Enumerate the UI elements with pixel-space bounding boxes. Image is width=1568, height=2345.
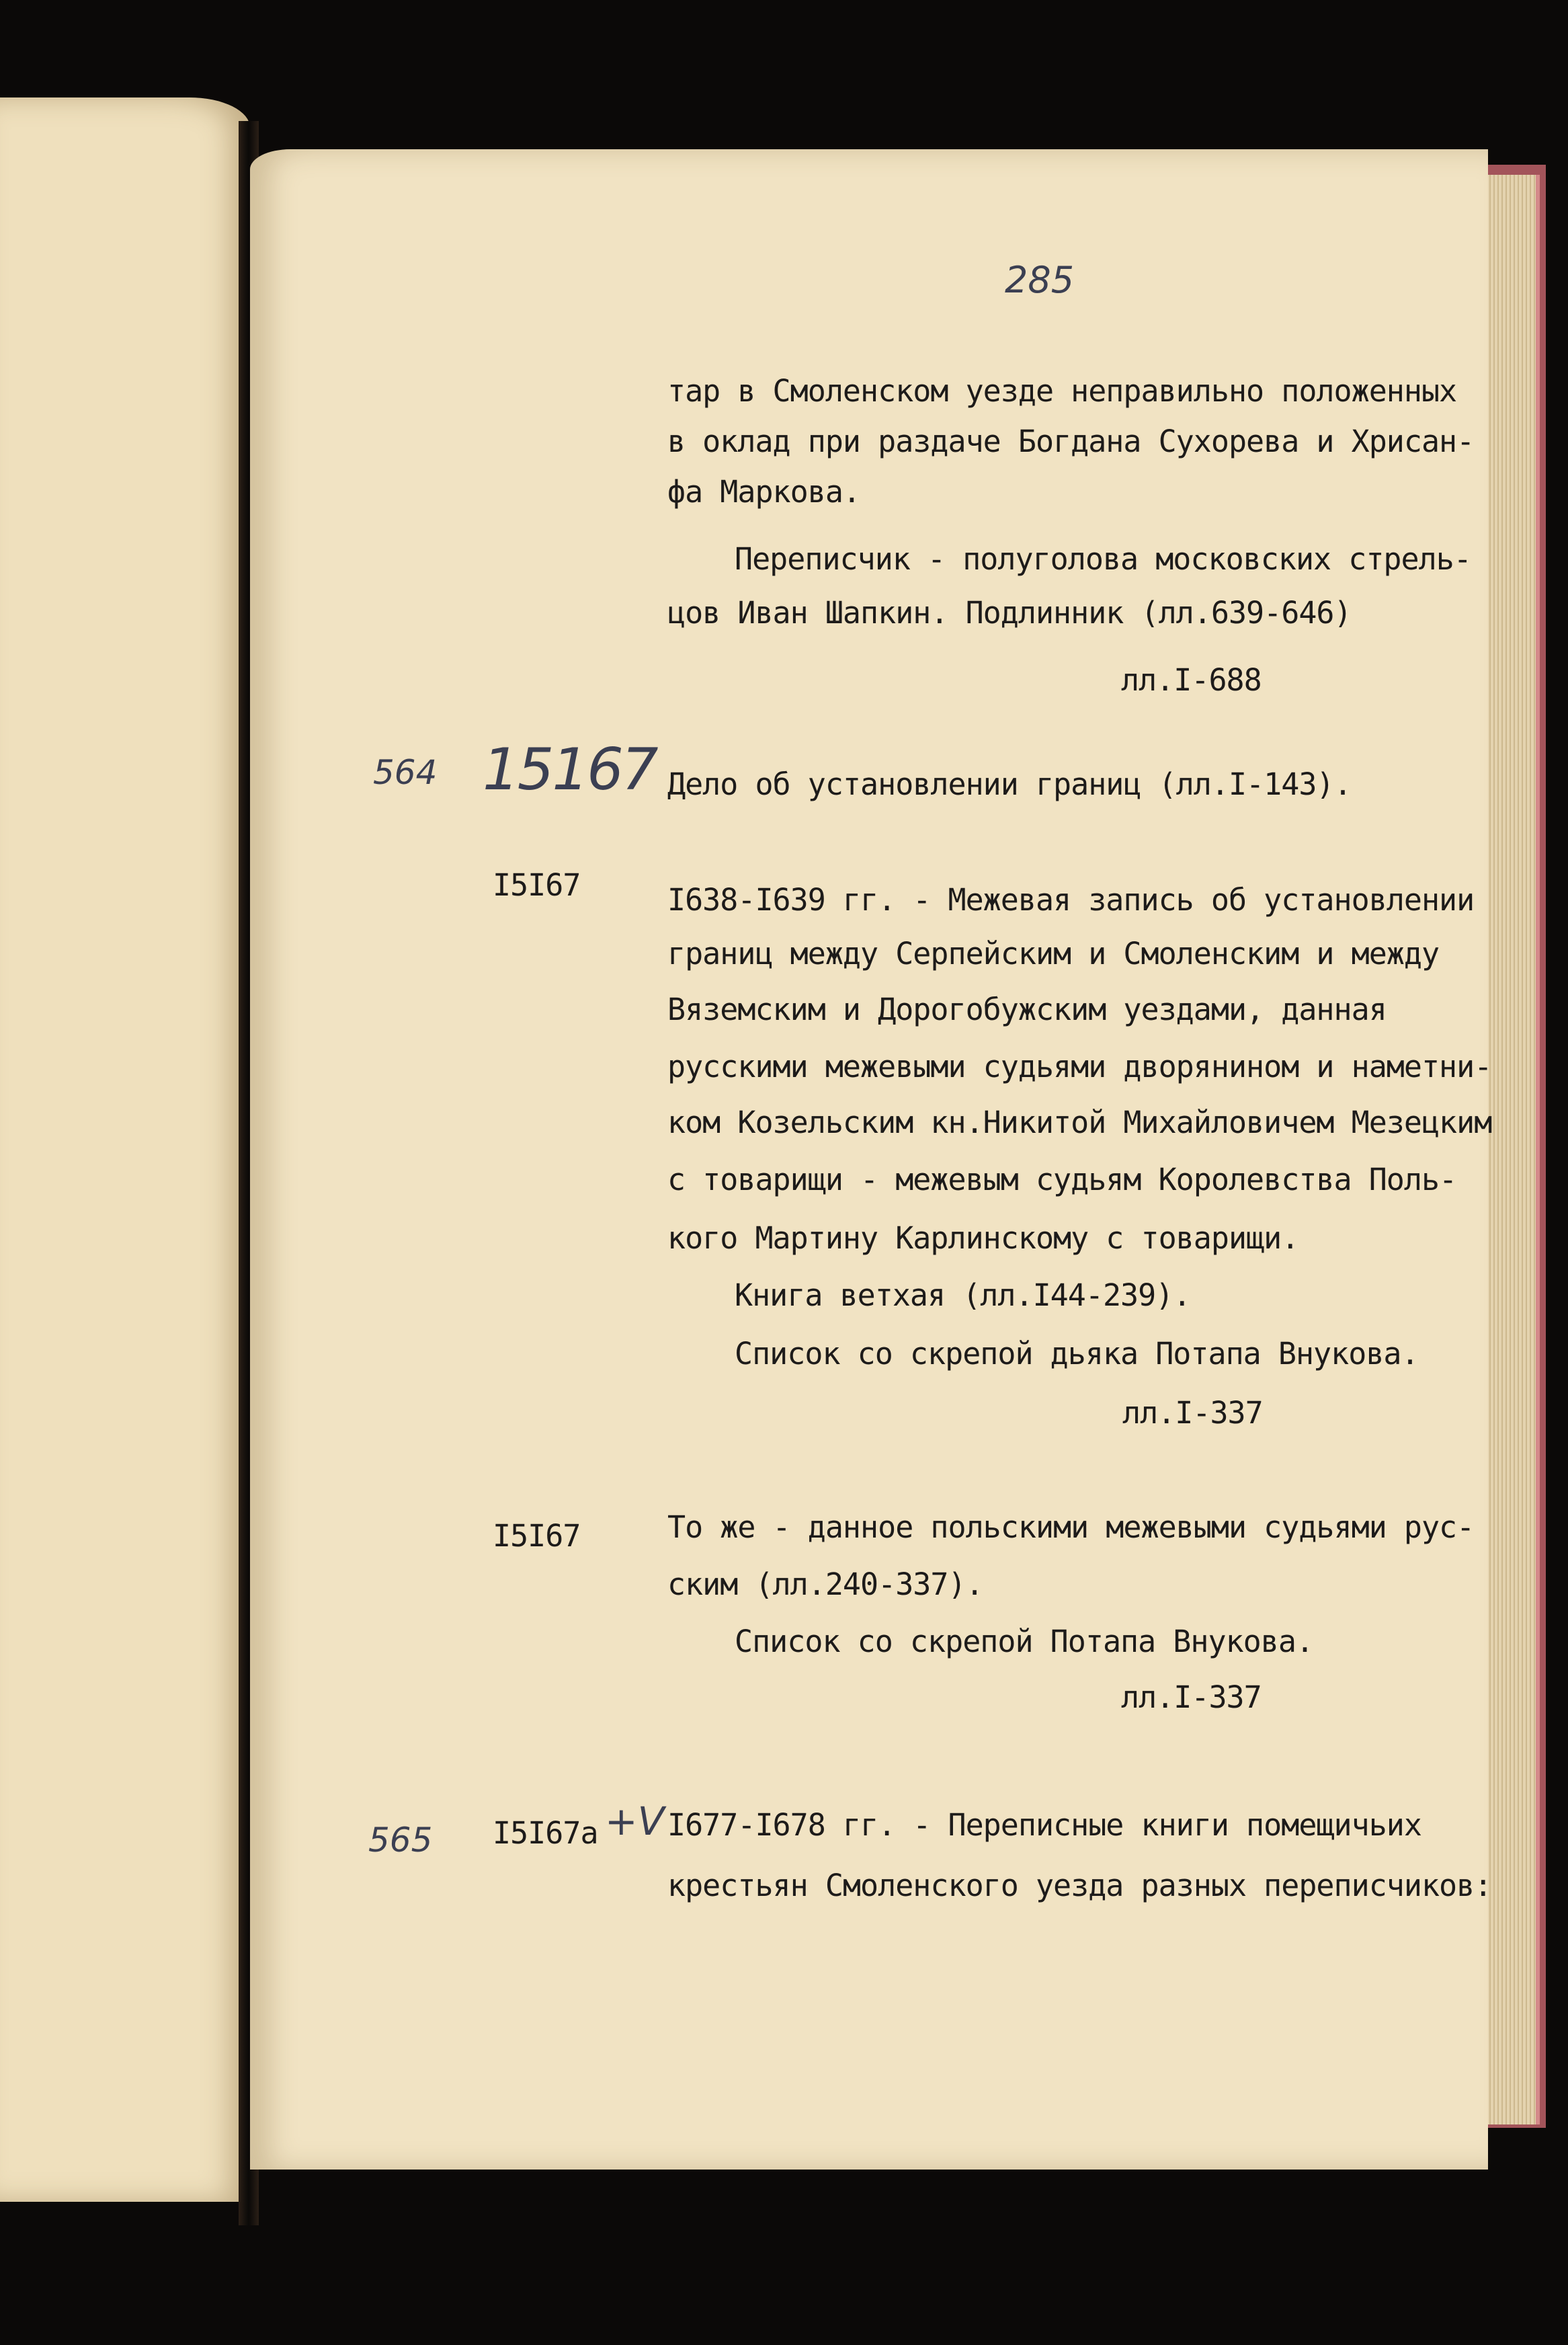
text-line: Книга ветхая (лл.I44-239).	[735, 1277, 1191, 1313]
handwritten-id: 15167	[483, 736, 657, 803]
text-line: фа Маркова.	[667, 474, 861, 510]
entry-heading: Дело об установлении границ (лл.I-143).	[667, 766, 1352, 802]
page-number: 285	[1005, 259, 1075, 301]
folio-count: лл.I-688	[1121, 662, 1262, 698]
text-line: То же - данное польскими межевыми судьями рус-	[667, 1509, 1475, 1545]
folio-count: лл.I-337	[1121, 1679, 1262, 1715]
text-line: кого Мартину Карлинскому с товарищи.	[667, 1220, 1299, 1256]
text-line: в оклад при раздаче Богдана Сухорева и Хрисан-	[667, 424, 1475, 459]
text-line: Переписчик - полуголова московских стрель-	[735, 541, 1471, 577]
text-line: русскими межевыми судьями дворянином и наметни-	[667, 1049, 1492, 1084]
text-line: Список со скрепой Потапа Внукова.	[735, 1624, 1314, 1659]
text-line: Вяземским и Дорогобужским уездами, данная	[667, 992, 1387, 1027]
text-line: Список со скрепой дьяка Потапа Внукова.	[735, 1336, 1419, 1372]
folio-count: лл.I-337	[1122, 1395, 1263, 1431]
margin-mark: 564	[373, 753, 438, 792]
entry-id: I5I67а	[493, 1815, 598, 1851]
text-line: I638-I639 гг. - Межевая запись об установлении	[667, 882, 1475, 918]
text-line: цов Иван Шапкин. Подлинник (лл.639-646)	[667, 595, 1352, 631]
text-line: границ между Серпейским и Смоленским и между	[667, 936, 1440, 971]
text-line: с товарищи - межевым судьям Королевства Поль-	[667, 1162, 1457, 1197]
text-line: I677-I678 гг. - Переписные книги помещичьих	[667, 1807, 1421, 1843]
entry-id: I5I67	[493, 1518, 581, 1554]
text-line: ским (лл.240-337).	[667, 1566, 983, 1602]
left-page	[0, 97, 250, 2202]
text-line: тар в Смоленском уезде неправильно положенных	[667, 373, 1457, 409]
text-line: ком Козельским кн.Никитой Михайловичем Мезецким	[667, 1105, 1492, 1140]
text-line: крестьян Смоленского уезда разных переписчиков:	[667, 1868, 1492, 1903]
margin-mark: 565	[368, 1821, 433, 1860]
handwritten-suffix: +V	[605, 1798, 665, 1844]
entry-id: I5I67	[493, 867, 581, 903]
